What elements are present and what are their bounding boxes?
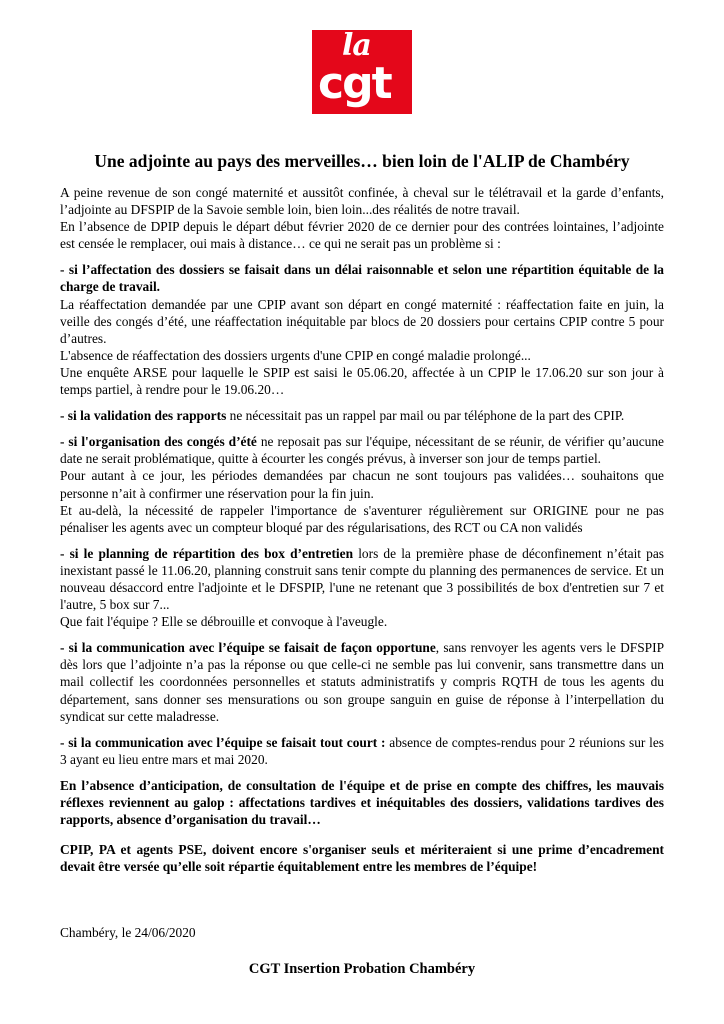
logo-la-text: la xyxy=(342,30,371,63)
section-1-heading: - si l’affectation des dossiers se faisait dans un délai raisonnable et selon une répartition équitable de la charge de travail. xyxy=(60,262,664,295)
section-4-paragraph: - si le planning de répartition des box d’entretien lors de la première phase de déconfinement n’était pas inexistant passé le 11.06.20, planning construit sans tenir compte du planning des permanences de service. Et un nouveau désaccord entre l'adjointe et le DFSPIP, l'une ne retenant que 3 possibilités de box d'entretien sur 7 et l'autre, 5 box sur 7... xyxy=(60,545,665,613)
document-title: Une adjointe au pays des merveilles… bien loin de l'ALIP de Chambéry xyxy=(94,151,630,171)
section-3-line-2: Et au-delà, la nécessité de rappeler l'importance de s'aventurer régulièrement sur ORIGINE pour ne pas pénaliser les agents avec un compteur bloqué par des régularisations, des RCT ou CA non validés xyxy=(60,502,664,535)
intro-paragraph-1: A peine revenue de son congé maternité et aussitôt confinée, à cheval sur le télétravail et la garde d’enfants, l’adjointe au DFSPIP de la Savoie semble loin, bien loin...des réalités de notre travail. xyxy=(60,185,664,218)
section-3-paragraph: - si l'organisation des congés d’été ne reposait pas sur l'équipe, nécessitant de se réunir, de vérifier qu’aucune date ne serait problématique, quitte à écourter les congés prévus, à inverser son jour de temps partiel. xyxy=(60,434,664,467)
section-3-line-1: Pour autant à ce jour, les périodes demandées par chacun ne sont toujours pas validées… souhaitons que personne n’ait à confirmer une réservation pour la fin juin. xyxy=(60,468,664,501)
cgt-logo xyxy=(312,30,412,114)
section-1-line-3: Une enquête ARSE pour laquelle le SPIP est saisi le 05.06.20, affectée à un CPIP le 17.06.20 sur son jour à temps partiel, à rendre pour le 19.06.20… xyxy=(60,364,664,398)
document-body xyxy=(60,184,664,875)
signature: CGT Insertion Probation Chambéry xyxy=(248,961,476,977)
conclusion-2: CPIP, PA et agents PSE, doivent encore s'organiser seuls et mériteraient si une prime d’encadrement devait être versée qu’elle soit répartie équitablement entre les membres de l’équipe! xyxy=(60,842,664,875)
document-date: Chambéry, le 24/06/2020 xyxy=(60,925,196,940)
section-1-line-1: La réaffectation demandée par une CPIP avant son départ en congé maternité : réaffectation faite en juin, la veille des congés d’été, une réaffectation inéquitable par blocs de 20 dossiers pour certains CPIP contre 5 pour d’autres. xyxy=(60,296,664,346)
section-4-line-1: Que fait l'équipe ? Elle se débrouille et convoque à l'aveugle. xyxy=(60,614,388,630)
logo-cgt-text: cgt xyxy=(318,58,391,109)
section-2-paragraph: - si la validation des rapports ne nécessitait pas un rappel par mail ou par téléphone de la part des CPIP. xyxy=(60,408,625,424)
section-1-line-2: L'absence de réaffectation des dossiers urgents d'une CPIP en congé maladie prolongé... xyxy=(60,347,531,363)
section-6-paragraph: - si la communication avec l’équipe se faisait tout court : absence de comptes-rendus pour 2 réunions sur les 3 ayant eu lieu entre mars et mai 2020. xyxy=(60,734,664,767)
conclusion-1: En l’absence d’anticipation, de consultation de l'équipe et de prise en compte des chiffres, les mauvais réflexes reviennent au galop : affectations tardives et inéquitables des dossiers, validations tardives des rapports, absence d’organisation du travail… xyxy=(60,777,664,828)
section-5-paragraph: - si la communication avec l’équipe se faisait de façon opportune, sans renvoyer les agents vers le DFSPIP dès lors que l’adjointe n’a pas la réponse ou que celle-ci ne semble pas lui convenir, sans transmettre dans un mail collectif les coordonnées personnelles et statuts administratifs y compris RQTH de tous les agents du département, sans donner ses mensurations ou son groupe sanguin en guise de réponse à l’interpellation du syndicat sur cette maladresse. xyxy=(60,640,665,724)
intro-paragraph-2: En l’absence de DPIP depuis le départ début février 2020 de ce dernier pour des contrées lointaines, l’adjointe est censée le remplacer, oui mais à distance… ce qui ne serait pas un problème si : xyxy=(60,219,664,252)
